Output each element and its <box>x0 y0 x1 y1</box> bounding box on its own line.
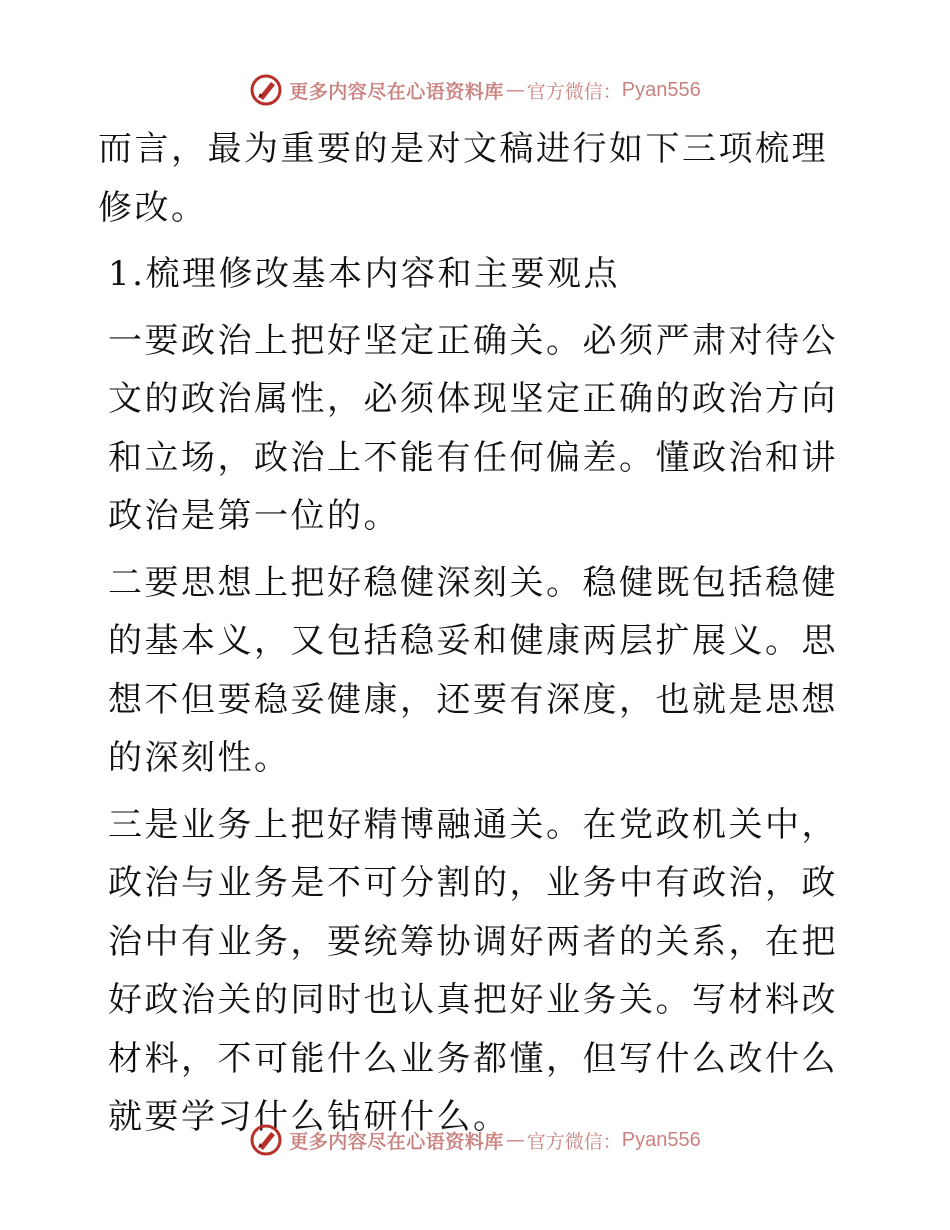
footer-banner <box>0 1118 950 1162</box>
banner-brand-text: 更多内容尽在心语资料库 <box>289 80 504 103</box>
paragraph-intro: 而言，最为重要的是对文稿进行如下三项梳理修改。 <box>98 129 828 228</box>
document-body <box>98 120 858 1147</box>
header-banner <box>0 68 950 112</box>
banner-official-label: 官方微信： <box>526 1130 622 1153</box>
banner-dash: — <box>505 1129 525 1151</box>
banner-brand-text: 更多内容尽在心语资料库 <box>289 1130 504 1153</box>
pen-logo-icon <box>249 1123 283 1157</box>
paragraph-political: 一要政治上把好坚定正确关。必须严肃对待公文的政治属性，必须体现坚定正确的政治方向和立场，政治上不能有任何偏差。懂政治和讲政治是第一位的。 <box>108 320 838 536</box>
banner-wechat-id: Pyan556 <box>621 1128 701 1151</box>
section-heading: 1.梳理修改基本内容和主要观点 <box>108 254 620 294</box>
banner-official-label: 官方微信： <box>526 80 622 103</box>
paragraph-thought: 二要思想上把好稳健深刻关。稳健既包括稳健的基本义，又包括稳妥和健康两层扩展义。思想不但要稳妥健康，还要有深度，也就是思想的深刻性。 <box>108 562 838 778</box>
pen-logo-icon <box>249 73 283 107</box>
banner-dash: — <box>505 79 525 101</box>
banner-wechat-id: Pyan556 <box>621 78 701 101</box>
paragraph-business: 三是业务上把好精博融通关。在党政机关中，政治与业务是不可分割的，业务中有政治，政治中有业务，要统筹协调好两者的关系，在把好政治关的同时也认真把好业务关。写材料改材料，不可能什么业务都懂，但写什么改什么就要学习什么钻研什么。 <box>108 804 838 1137</box>
